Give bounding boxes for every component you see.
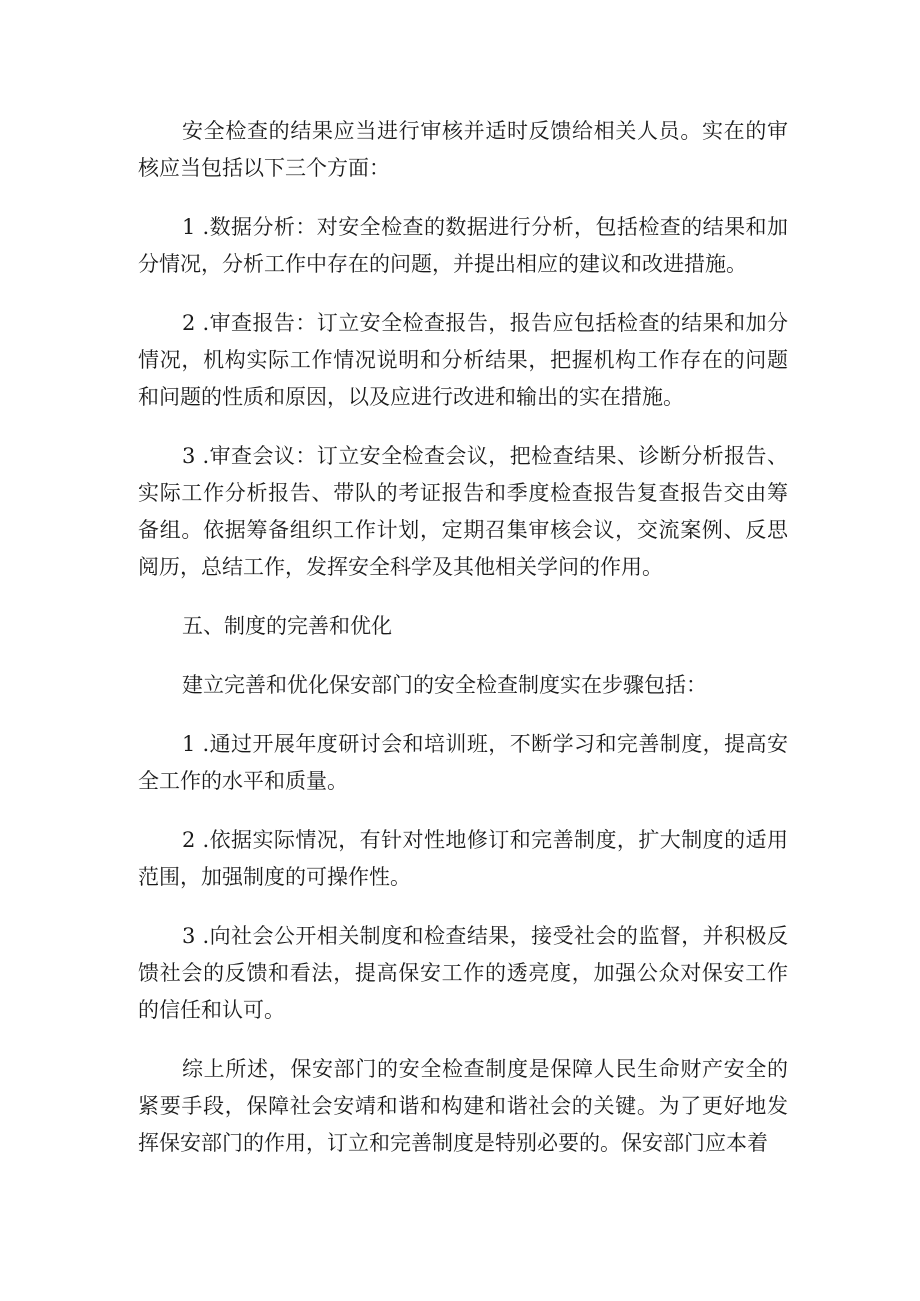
paragraph-steps-intro: 建立完善和优化保安部门的安全检查制度实在步骤包括：	[182, 673, 707, 697]
paragraph-review-report: 2 .审查报告：订立安全检查报告，报告应包括检查的结果和加分情况，机构实际工作情况说明和分析结果，把握机构工作存在的问题和问题的性质和原因，以及应进行改进和输出的实在措施。	[138, 311, 788, 409]
paragraph-review-intro: 安全检查的结果应当进行审核并适时反馈给相关人员。实在的审核应当包括以下三个方面：	[138, 119, 788, 180]
section-heading: 五、制度的完善和优化	[182, 614, 392, 638]
document-body	[138, 113, 788, 1184]
paragraph-conclusion: 综上所述，保安部门的安全检查制度是保障人民生命财产安全的紧要手段，保障社会安靖和谐和构建和谐社会的关键。为了更好地发挥保安部门的作用，订立和完善制度是特别必要的。保安部门应本着	[138, 1057, 788, 1155]
paragraph-step-3: 3 .向社会公开相关制度和检查结果，接受社会的监督，并积极反馈社会的反馈和看法，提高保安工作的透亮度，加强公众对保安工作的信任和认可。	[138, 924, 788, 1022]
paragraph-step-1: 1 .通过开展年度研讨会和培训班，不断学习和完善制度，提高安全工作的水平和质量。	[138, 732, 788, 793]
paragraph-data-analysis: 1 .数据分析：对安全检查的数据进行分析，包括检查的结果和加分情况，分析工作中存在的问题，并提出相应的建议和改进措施。	[138, 215, 788, 276]
paragraph-step-2: 2 .依据实际情况，有针对性地修订和完善制度，扩大制度的适用范围，加强制度的可操作性。	[138, 828, 788, 889]
paragraph-review-meeting: 3 .审查会议：订立安全检查会议，把检查结果、诊断分析报告、实际工作分析报告、带队的考证报告和季度检查报告复查报告交由筹备组。依据筹备组织工作计划，定期召集审核会议，交流案例、反思阅历，总结工作，发挥安全科学及其他相关学问的作用。	[138, 444, 788, 579]
